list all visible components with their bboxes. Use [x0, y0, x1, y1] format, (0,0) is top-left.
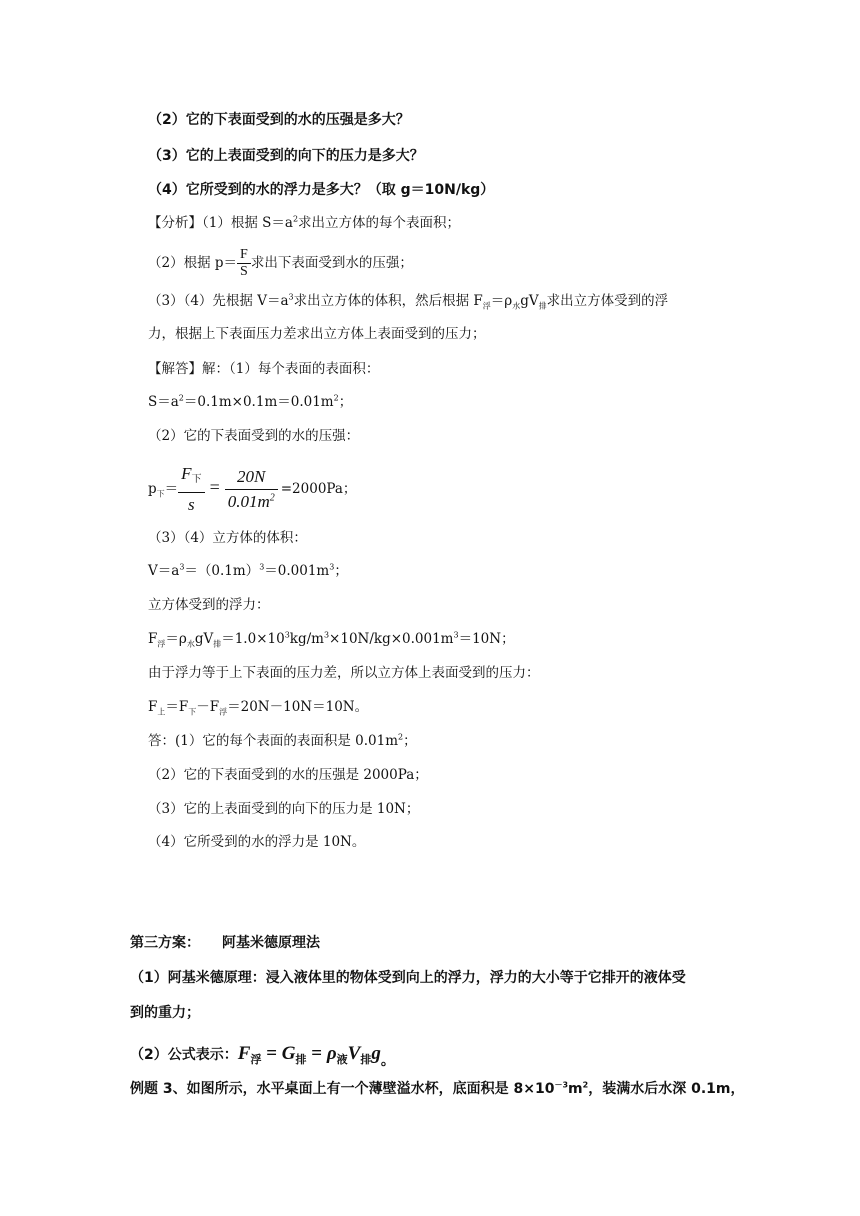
answer-text: 答：(1）它的每个表面的表面积是 0.01m	[148, 733, 399, 749]
method-3-heading	[130, 933, 320, 953]
equation-text: F	[148, 699, 158, 715]
subscript: 上	[157, 707, 166, 717]
answer-1	[148, 731, 417, 751]
symbol: V	[347, 1043, 361, 1064]
archimedes-formula	[238, 1043, 381, 1064]
subscript: 水	[186, 639, 195, 649]
answer-4: （4）它所受到的水的浮力是 10N。	[148, 834, 366, 850]
analysis-line-1	[148, 213, 460, 233]
denominator: S	[240, 264, 248, 279]
equation-text: ＝20N－10N＝10N。	[227, 699, 369, 715]
exponent: 3	[329, 562, 335, 572]
exponent: 2	[292, 214, 299, 224]
equation-text: ＝	[164, 481, 179, 497]
subscript: 下	[156, 489, 165, 499]
volume-label: （3）（4）立方体的体积：	[148, 530, 307, 546]
equals-sign: =	[306, 1043, 327, 1064]
analysis-line-4: 力，根据上下表面压力差求出立方体上表面受到的压力；	[148, 326, 486, 342]
subscript: 浮	[482, 301, 491, 311]
solution-text: 解：（1）每个表面的表面积：	[202, 361, 380, 377]
method-subtitle: 阿基米德原理法	[222, 935, 320, 951]
area-equation	[148, 392, 352, 412]
top-force-equation	[148, 697, 368, 717]
example-text: 例题 3、如图所示，水平桌面上有一个薄壁溢水杯，底面积是 8×10	[130, 1081, 555, 1097]
formula-end: 。	[380, 1053, 395, 1069]
pressure-label: （2）它的下表面受到的水的压强：	[148, 428, 360, 444]
example-text: m	[568, 1081, 583, 1097]
exponent: －3	[554, 1080, 569, 1090]
analysis-text: （3）（4）先根据 V＝a	[148, 293, 289, 309]
method-title: 第三方案：	[130, 935, 200, 951]
answer-text: ；	[403, 733, 417, 749]
numerator	[178, 463, 204, 493]
example-text: ，装满水后水深 0.1m，	[588, 1081, 745, 1097]
symbol: g	[371, 1043, 381, 1064]
subscript: 排	[538, 301, 547, 311]
exponent: 3	[453, 630, 459, 640]
answer-3: （3）它的上表面受到的向下的压力是 10N；	[148, 801, 420, 817]
equation-text: ＝ρ	[165, 631, 187, 647]
equation-text: ＝10N；	[458, 631, 515, 647]
fraction-f-over-s-italic	[178, 463, 204, 516]
exponent: 2	[269, 492, 275, 504]
symbol: F	[237, 1043, 251, 1064]
equation-text: V＝a	[148, 563, 180, 579]
subscript: 液	[336, 1054, 348, 1066]
equals-sign: =	[208, 477, 221, 497]
solution-intro	[148, 359, 379, 379]
formula-label: （2）公式表示：	[130, 1047, 238, 1063]
archimedes-principle-line-1: （1）阿基米德原理：浸入液体里的物体受到向上的浮力，浮力的大小等于它排开的液体受	[130, 970, 686, 986]
exponent: 3	[179, 562, 185, 572]
fraction-f-over-s	[237, 248, 251, 279]
equation-text: ；	[338, 394, 353, 410]
equation-text: －F	[196, 699, 220, 715]
formula-line	[130, 1040, 395, 1075]
equation-text: ＝0.1m×0.1m＝0.01m	[183, 394, 334, 410]
pressure-equation	[148, 462, 356, 516]
equation-text: ＝F	[165, 699, 189, 715]
since-statement: 由于浮力等于上下表面的压力差，所以立方体上表面受到的压力：	[148, 665, 540, 681]
equation-text: ＝1.0×10	[221, 631, 285, 647]
analysis-line-2	[148, 248, 413, 279]
symbol: ρ	[326, 1043, 337, 1064]
exponent: 3	[323, 630, 330, 640]
numerator: F	[237, 248, 251, 264]
question-2: （2）它的下表面受到的水的压强是多大？	[148, 112, 410, 128]
example-3	[130, 1079, 744, 1099]
subscript: 排	[360, 1054, 372, 1066]
denominator-text: 0.01m	[227, 492, 270, 511]
buoyancy-equation	[148, 629, 515, 649]
equation-text: =2000Pa；	[280, 481, 357, 497]
equation-text: ×10N/kg×0.001m	[329, 631, 454, 647]
exponent: 2	[178, 393, 184, 403]
numerator: 20N	[225, 466, 278, 490]
analysis-text: （2）根据 p＝	[148, 255, 238, 271]
volume-equation	[148, 561, 348, 581]
analysis-text: （1）根据 S＝a	[202, 215, 293, 231]
answer-2: （2）它的下表面受到的水的压强是 2000Pa；	[148, 767, 428, 783]
exponent: 2	[333, 393, 339, 403]
archimedes-principle-line-2: 到的重力；	[130, 1005, 200, 1021]
exponent: 3	[259, 562, 265, 572]
solution-label: 【解答】	[148, 361, 202, 377]
equation-text: p	[148, 481, 157, 497]
equation-text: ；	[334, 563, 348, 579]
symbol-f: F	[181, 464, 192, 483]
exponent: 3	[284, 630, 290, 640]
symbol: G	[281, 1043, 296, 1064]
subscript: 浮	[157, 639, 166, 649]
subscript: 浮	[219, 707, 228, 717]
analysis-label: 【分析】	[148, 215, 202, 231]
question-4: （4）它所受到的水的浮力是多大？（取 g＝10N/kg）	[148, 182, 495, 198]
fraction-20n-over-area	[225, 466, 278, 513]
analysis-text: 求出立方体的体积，然后根据 F	[293, 293, 483, 309]
subscript: 下	[188, 707, 197, 717]
equation-text: S＝a	[148, 394, 179, 410]
subscript: 下	[191, 474, 202, 485]
question-3: （3）它的上表面受到的向下的压力是多大？	[148, 148, 424, 164]
equation-text: ＝0.001m	[264, 563, 330, 579]
denominator: s	[188, 495, 195, 514]
subscript: 排	[295, 1054, 307, 1066]
analysis-text: gV	[520, 293, 539, 309]
subscript: 浮	[250, 1054, 262, 1066]
subscript: 水	[512, 301, 521, 311]
equals-sign: =	[261, 1043, 282, 1064]
buoyancy-label: 立方体受到的浮力：	[148, 597, 270, 613]
equation-text: ＝（0.1m）	[184, 563, 260, 579]
denominator	[225, 490, 278, 513]
subscript: 排	[213, 639, 222, 649]
equation-text: F	[148, 631, 158, 647]
exponent: 2	[582, 1080, 589, 1090]
analysis-text: 求出立方体的每个表面积；	[298, 215, 461, 231]
equation-text: gV	[194, 631, 214, 647]
analysis-line-3	[148, 291, 668, 311]
exponent: 3	[288, 292, 294, 302]
analysis-text: ＝ρ	[490, 293, 513, 309]
analysis-text: 求出立方体受到的浮	[546, 293, 669, 309]
exponent: 2	[398, 732, 404, 742]
equation-text: kg/m	[289, 631, 324, 647]
analysis-text: 求出下表面受到水的压强；	[250, 255, 413, 271]
